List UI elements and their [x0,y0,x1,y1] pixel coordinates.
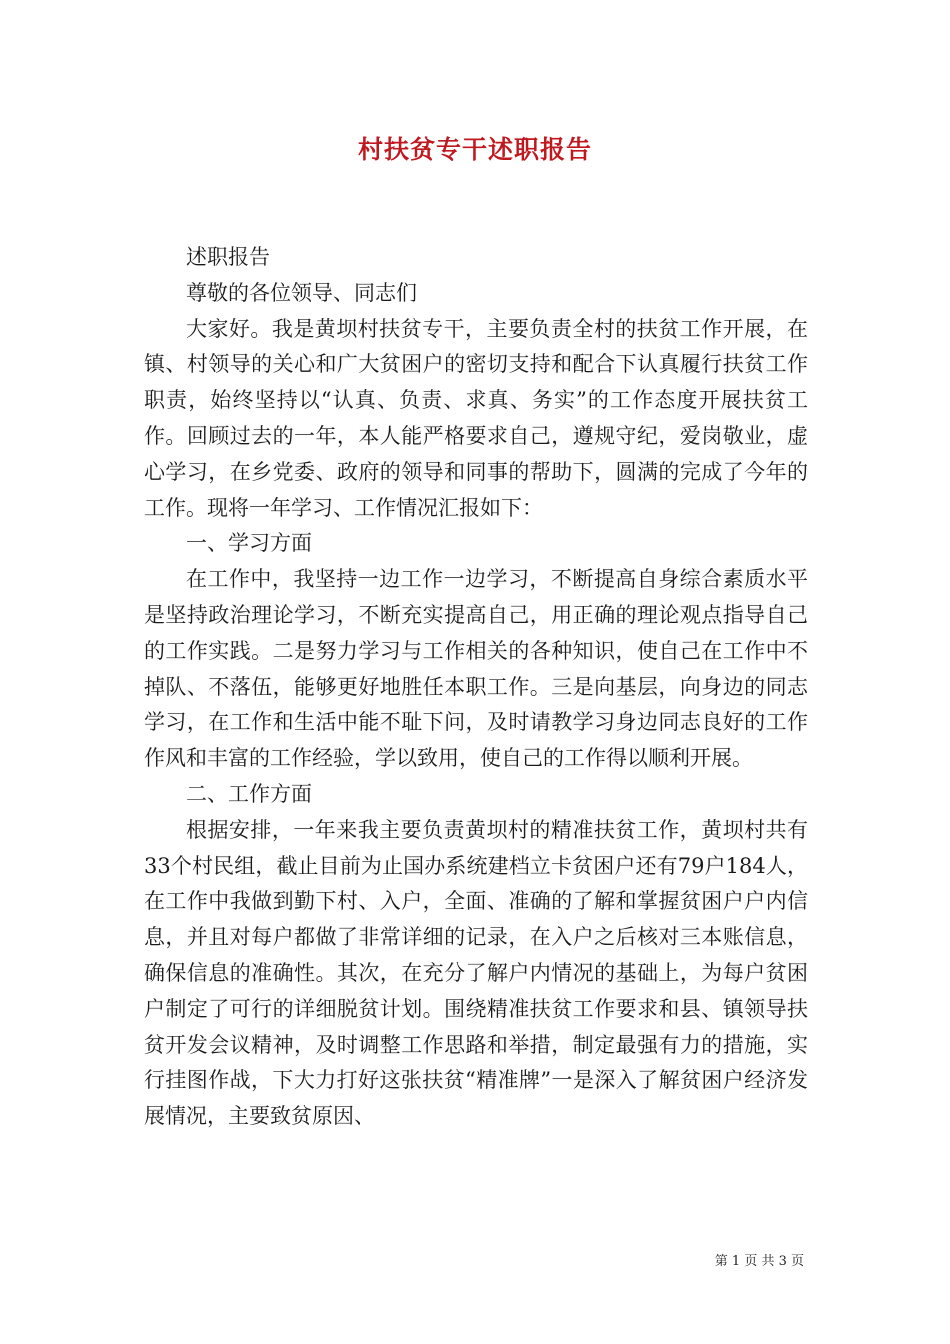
paragraph-study: 在工作中，我坚持一边工作一边学习，不断提高自身综合素质水平是坚持政治理论学习，不断充实提高自己，用正确的理论观点指导自己的工作实践。二是努力学习与工作相关的各种知识，使自己在工作中不掉队、不落伍，能够更好地胜任本职工作。三是向基层，向身边的同志学习，在工作和生活中能不耻下问，及时请教学习身边同志良好的工作作风和丰富的工作经验，学以致用，使自己的工作得以顺利开展。 [144,567,808,771]
paragraph-introduction: 大家好。我是黄坝村扶贫专干，主要负责全村的扶贫工作开展，在镇、村领导的关心和广大贫困户的密切支持和配合下认真履行扶贫工作职责，始终坚持以“认真、负责、求真、务实”的工作态度开展扶贫工作。回顾过去的一年，本人能严格要求自己，遵规守纪，爱岗敬业，虚心学习，在乡党委、政府的领导和同事的帮助下，圆满的完成了今年的工作。现将一年学习、工作情况汇报如下： [144,316,808,520]
page-number-footer: 第 1 页 共 3 页 [714,1254,804,1269]
document-title: 村扶贫专干述职报告 [357,135,592,164]
paragraph-heading-report: 述职报告 [186,245,270,269]
paragraph-work: 根据安排，一年来我主要负责黄坝村的精准扶贫工作，黄坝村共有33个村民组，截止目前为止国办系统建档立卡贫困户还有79户184人，在工作中我做到勤下村、入户，全面、准确的了解和掌握贫困户户内信息，并且对每户都做了非常详细的记录，在入户之后核对三本账信息，确保信息的准确性。其次，在充分了解户内情况的基础上，为每户贫困户制定了可行的详细脱贫计划。围绕精准扶贫工作要求和县、镇领导扶贫开发会议精神，及时调整工作思路和举措，制定最强有力的措施，实行挂图作战，下大力打好这张扶贫“精准牌”一是深入了解贫困户经济发展情况，主要致贫原因、 [144,817,808,1129]
section-heading-work: 二、工作方面 [186,781,312,806]
document-body [144,240,808,1135]
section-heading-study: 一、学习方面 [186,531,312,556]
paragraph-salutation: 尊敬的各位领导、同志们 [186,280,417,305]
